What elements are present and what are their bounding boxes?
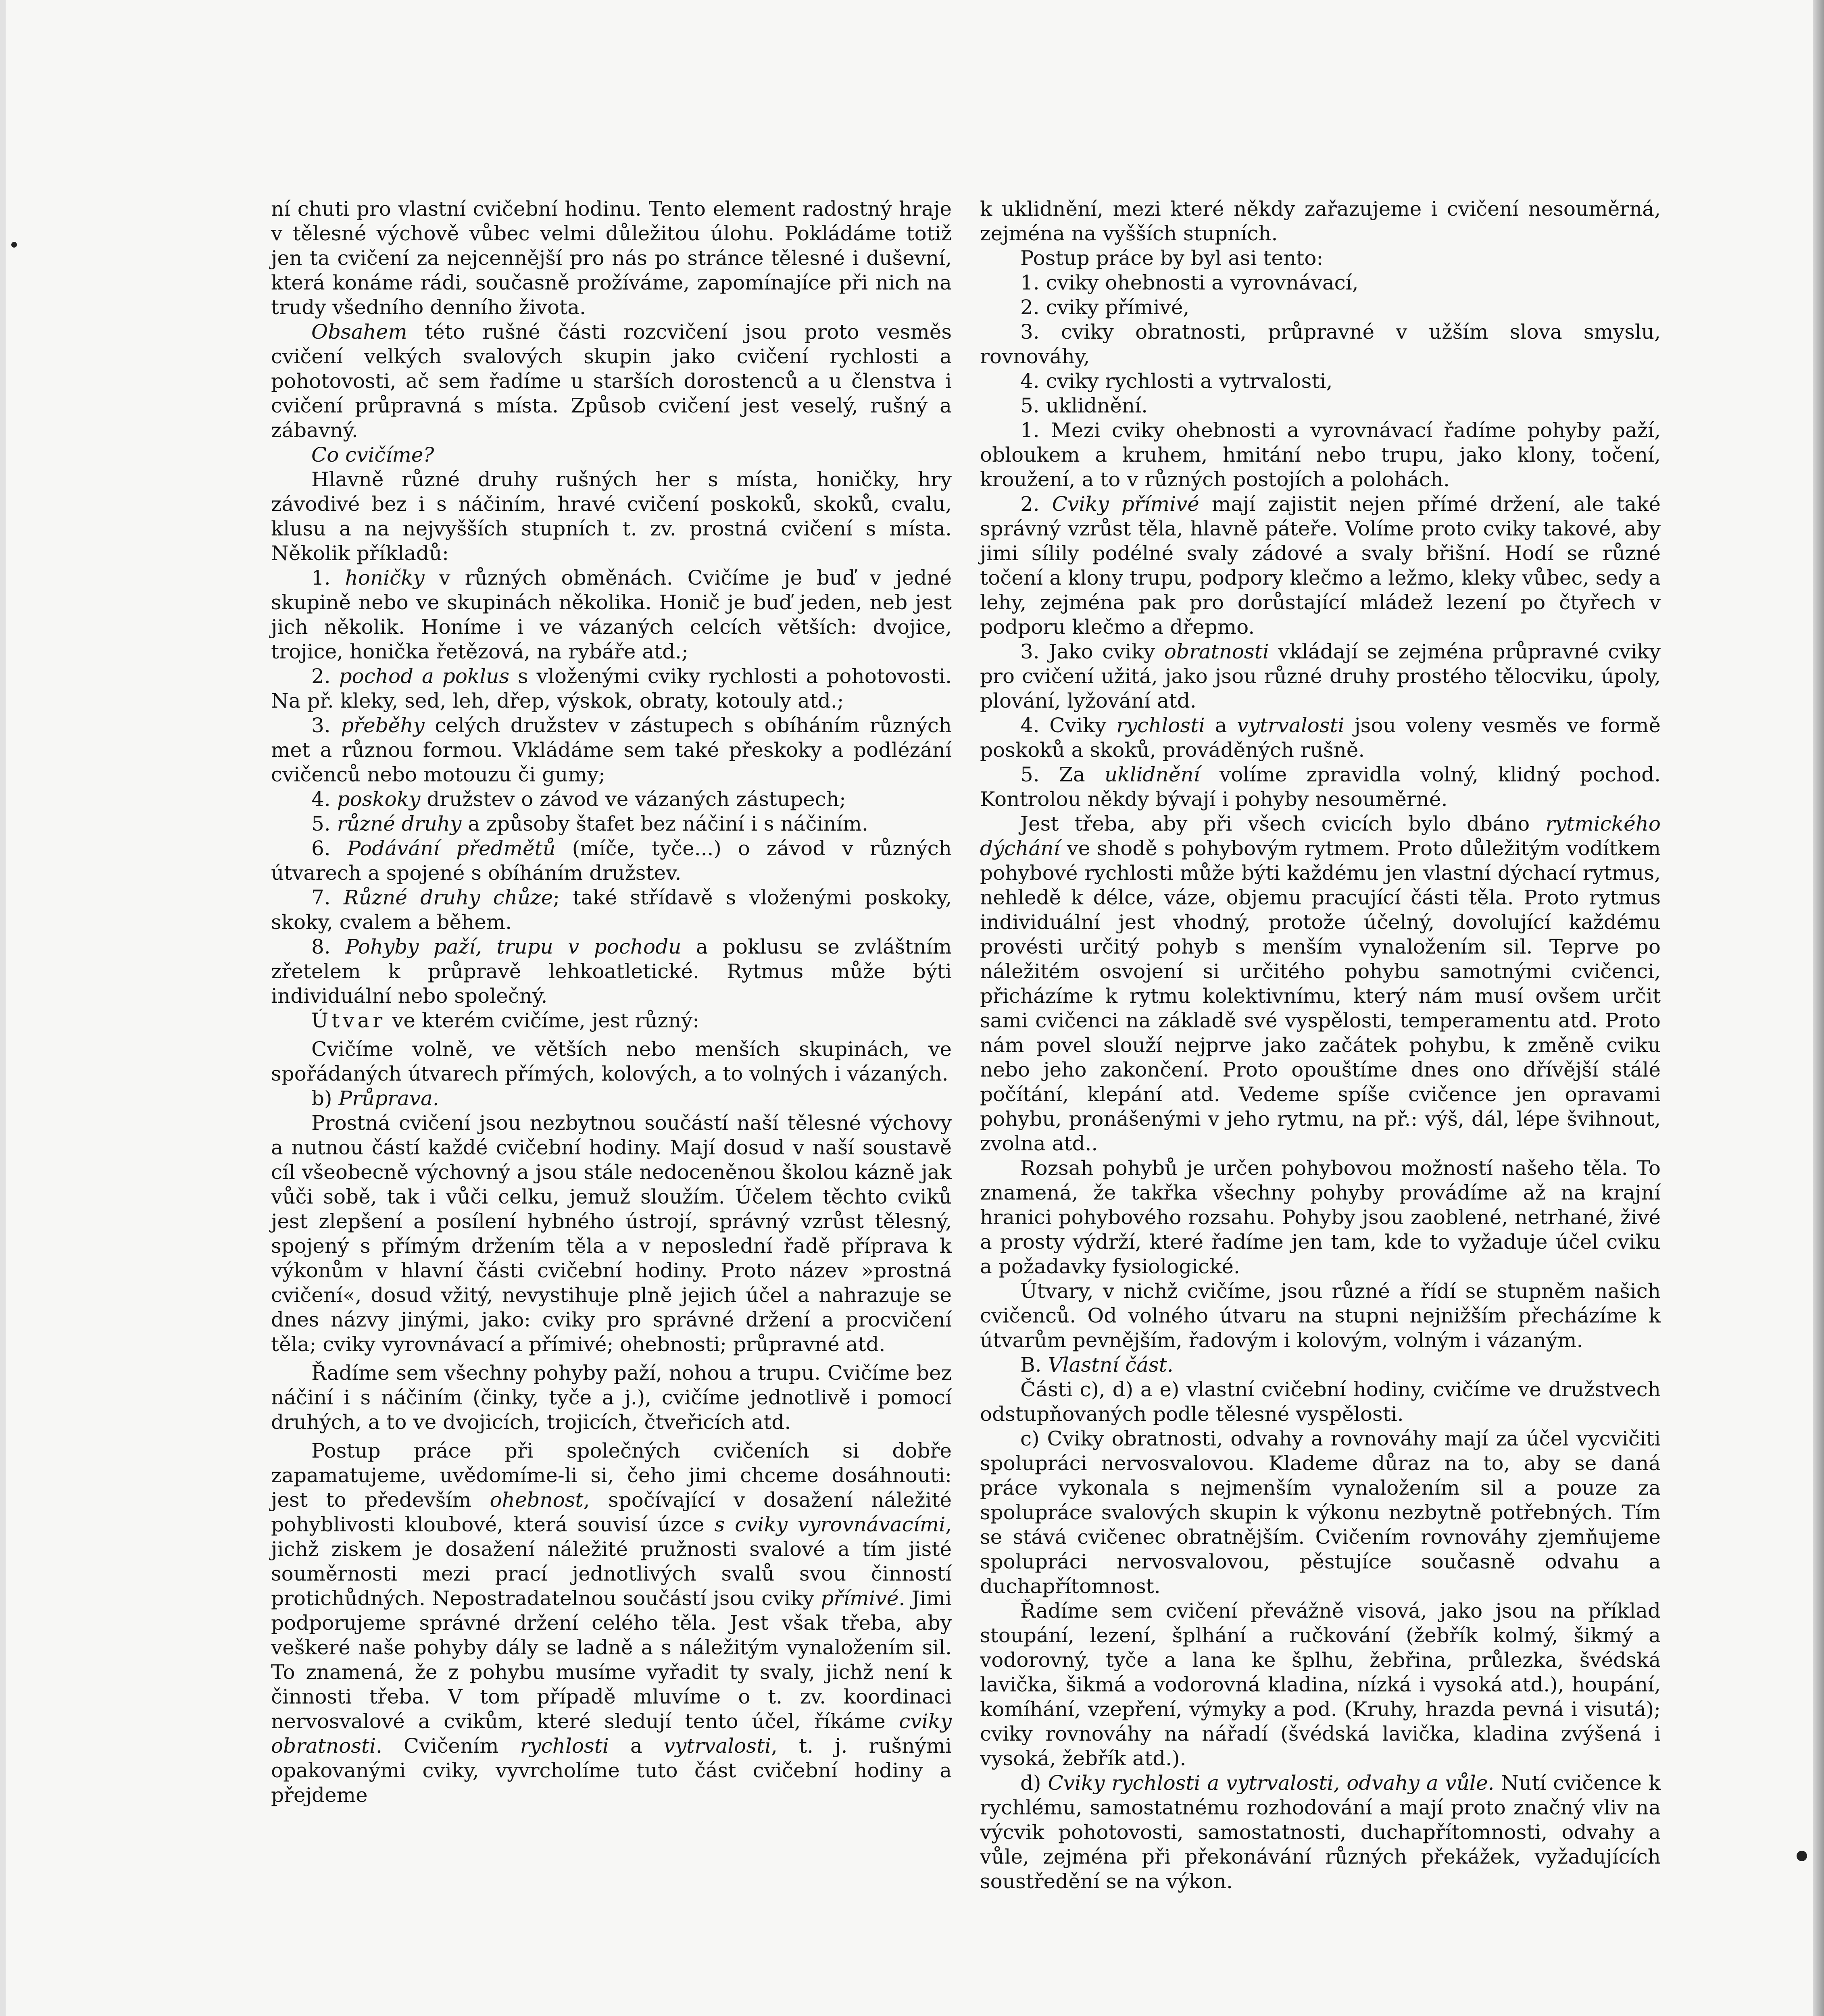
emphasis: přeběhy (341, 714, 425, 737)
list-item-2: 2. cviky přímivé, (1020, 296, 1190, 319)
list-item-1: 1. cviky ohebnosti a vyrovnávací, (1020, 271, 1359, 294)
emphasis: Obsahem (311, 320, 407, 344)
paragraph-continuation: k uklidnění, mezi které někdy zařazujeme i cvičení nesouměrná, zejména na vyšších stupních. (980, 197, 1661, 245)
emphasis: s cviky vyrovnávacími (714, 1513, 946, 1536)
emphasis: přímivé (821, 1587, 899, 1610)
list-item-5: 5. různé druhy a způsoby štafet bez náčiní i s náčiním. (311, 812, 868, 835)
paragraph-uklidneni: 5. Za uklidnění volíme zpravidla volný, klidný pochod. Kontrolou někdy bývají i pohyby nesouměrné. (980, 763, 1661, 811)
paragraph-cvicime-volne: Cvičíme volně, ve větších nebo menších skupinách, ve spořádaných útvarech přímých, kolových, a to volných i vázaných. (271, 1037, 952, 1085)
list-item-4: 4. cviky rychlosti a vytrvalosti, (1020, 369, 1333, 393)
emphasis: poskoky (337, 787, 421, 811)
list-item-4: 4. poskoky družstev o závod ve vázaných zástupech; (311, 787, 846, 811)
paragraph-rychlost: 4. Cviky rychlosti a vytrvalosti jsou voleny vesměs ve formě poskoků a skoků, prováděných rušně. (980, 714, 1661, 762)
paragraph-utvar: Útvar ve kterém cvičíme, jest různý: (311, 1009, 700, 1032)
paragraph-primive: 2. Cviky přímivé mají zajistit nejen přímé držení, ale také správný vzrůst těla, hlavně páteře. Volíme proto cviky takové, aby jimi sílily podélné svaly zádové a svaly břišní. Hodí se různé točení a klony trupu, podpory klečmo a ležmo, kleky vůbec, sedy a lehy, zejména pak pro dorůstající mládež lezení po čtyřech v podporu klečmo a dřepmo. (980, 492, 1661, 639)
paragraph-d-rychlost: d) Cviky rychlosti a vytrvalosti, odvahy a vůle. Nutí cvičence k rychlému, samostatnému rozhodování a mají proto značný vliv na výcvik pohotovosti, samostatnosti, duchapřítomnosti, odvahy a vůle, zejména při překonávání různých překážek, vyžadujících soustředění se na výkon. (980, 1771, 1661, 1893)
emphasis: rytmického dýchání (980, 812, 1661, 860)
paragraph-obsahem: Obsahem této rušné části rozcvičení jsou proto vesměs cvičení velkých svalových skupin jako cvičení rychlosti a pohotovosti, ač sem řadíme u starších dorostenců a u členstva i cvičení průpravná s místa. Způsob cvičení jest veselý, rušný a zábavný. (271, 320, 952, 442)
emphasis: uklidnění (1105, 763, 1200, 786)
emphasis: rychlosti (1116, 714, 1205, 737)
list-item-3: 3. přeběhy celých družstev v zástupech s obíháním různých met a různou formou. Vkládáme sem také přeskoky a podlézání cvičenců nebo motouzu či gumy; (271, 714, 952, 786)
list-item-1: 1. honičky v různých obměnách. Cvičíme je buď v jedné skupině nebo ve skupinách několika. Honič je buď jeden, neb jest jich několik. Honíme i ve vázaných celcích větších: dvojice, trojice, honička řetězová, na rybáře atd.; (271, 566, 952, 663)
emphasis: ohebnost (490, 1488, 584, 1512)
paragraph-radime-visova: Řadíme sem cvičení převážně visová, jako jsou na příklad stoupání, lezení, šplhání a ručkování (žebřík kolmý, šikmý a vodorovný, tyče a lana ke šplhu, žebřina, průlezka, švédská lavička, šikmá a vodorovná kladina, nízká i vysoká atd.), houpání, komíhání, vzepření, výmyky a pod. (Kruhy, hrazda pevná i visutá); cviky rovnováhy na nářadí (švédská lavička, kladina zvýšená i vysoká, žebřík atd.). (980, 1599, 1661, 1770)
list-item-3: 3. cviky obratnosti, průpravné v užším slova smyslu, rovnováhy, (980, 320, 1661, 368)
emphasis: různé druhy (337, 812, 462, 835)
paragraph-ohebnost: 1. Mezi cviky ohebnosti a vyrovnávací řadíme pohyby paží, obloukem a kruhem, hmitání nebo trupu, jako klony, točení, kroužení, a to v různých postojích a polohách. (980, 419, 1661, 491)
paragraph-rytmus: Jest třeba, aby při všech cvicích bylo dbáno rytmického dýchání ve shodě s pohybovým rytmem. Proto důležitým vodítkem pohybové rychlosti může býti každému jen vlastní dýchací rytmus, nehledě k délce, váze, objemu pracující části těla. Proto rytmus individuální jest vhodný, protože účelný, dovolující každému provésti určitý pohyb s menším vynaložením sil. Teprve po náležitém osvojení si určitého pohybu samotnými cvičenci, přicházíme k rytmu kolektivnímu, který nám musí ovšem určit sami cvičenci na základě své vyspělosti, temperamentu atd. Proto nám povel slouží nejprve jako začátek pohybu, k změně cviku nebo jeho zakončení. Proto opouštíme dnes ono dřívější stálé počítání, klepání atd. Vedeme spíše cvičence jen opravami pohybu, pronášenými v jeho rytmu, na př.: výš, dál, lépe švihnout, zvolna atd.. (980, 812, 1661, 1155)
paragraph-prostna: Prostná cvičení jsou nezbytnou součástí naší tělesné výchovy a nutnou částí každé cvičební hodiny. Mají dosud v naší soustavě cíl všeobecně výchovný a jsou stále nedoceněnou školou kázně jak vůči sobě, tak i vůči celku, jemuž sloužím. Účelem těchto cviků jest zlepšení a posílení hybného ústrojí, správný vzrůst tělesný, spojený s přímým držením těla a v neposlední řadě příprava k výkonům v hlavní části cvičební hodiny. Proto název »prostná cvičení«, dosud vžitý, nevystihuje plně jejich účel a nahrazuje se dnes názvy jinými, jako: cviky pro správné držení a procvičení těla; cviky vyrovnávací a přímivé; ohebnosti; průpravné atd. (271, 1111, 952, 1356)
list-item-8: 8. Pohyby paží, trupu v pochodu a poklusu se zvláštním zřetelem k průpravě lehkoatletické. Rytmus může býti individuální nebo společný. (271, 935, 952, 1008)
paragraph-obratnost: 3. Jako cviky obratnosti vkládají se zejména průpravné cviky pro cvičení užitá, jako jsou různé druhy prostého tělocviku, úpoly, plování, lyžování atd. (980, 640, 1661, 712)
paragraph-postup: Postup práce by byl asi tento: (1020, 246, 1324, 270)
emphasis: Cviky rychlosti a vytrvalosti, odvahy a vůle. (1048, 1771, 1495, 1795)
paragraph-rozsah: Rozsah pohybů je určen pohybovou možností našeho těla. To znamená, že takřka všechny pohyby provádíme až na krajní hranici pohybového rozsahu. Pohyby jsou zaoblené, netrhané, živé a prosty výdrží, které řadíme jen tam, kde to vyžaduje účel cviku a požadavky fysiologické. (980, 1156, 1661, 1278)
emphasis: vytrvalosti (663, 1734, 771, 1758)
emphasis: vytrvalosti (1237, 714, 1345, 737)
scan-speck (11, 242, 17, 248)
paragraph-continuation: ní chuti pro vlastní cvičební hodinu. Tento element radostný hraje v tělesné výchově vůbec velmi důležitou úlohu. Pokládáme totiž jen ta cvičení za nejcennější pro nás po stránce tělesné i duševní, která konáme rádi, současně prožíváme, zapomínajíce při nich na trudy všedního denního života. (271, 197, 952, 319)
scan-edge-left (0, 0, 6, 2016)
emphasis: rychlosti (520, 1734, 609, 1758)
right-text-column (980, 197, 1661, 1894)
emphasis: obratnosti (1164, 640, 1269, 663)
emphasis: Cviky přímivé (1052, 492, 1199, 516)
scan-speck (1797, 1851, 1807, 1861)
paragraph-c-obratnost: c) Cviky obratnosti, odvahy a rovnováhy mají za účel vycvičiti spolupráci nervosvalovou. Klademe důraz na to, aby se daná práce vykonala s nejmenším vynaložením sil a pouze za spolupráce svalových skupin k výkonu nezbytně potřebných. Tím se stává cvičenec obratnějším. Cvičením rovnováhy zjemňujeme spolupráci nervosvalovou, pěstujíce současně odvahu a duchapřítomnost. (980, 1427, 1661, 1598)
subheading-co-cvicime: Co cvičíme? (311, 443, 434, 467)
list-item-6: 6. Podávání předmětů (míče, tyče...) o závod v různých útvarech a spojené s obíháním družstev. (271, 837, 952, 885)
spaced-word: Útvar (311, 1009, 386, 1032)
emphasis: pochod a poklus (339, 664, 510, 688)
paragraph-hlavne: Hlavně různé druhy rušných her s místa, honičky, hry závodivé bez i s náčiním, hravé cvičení poskoků, skoků, cvalu, klusu a na nejvyšších stupních t. zv. prostná cvičení s místa. Několik příkladů: (271, 468, 952, 565)
scan-edge-right (1813, 0, 1824, 2016)
emphasis: Různé druhy chůze (343, 886, 553, 909)
paragraph-postup-prace: Postup práce při společných cvičeních si dobře zapamatujeme, uvědomíme-li si, čeho jimi chceme dosáhnouti: jest to především ohebnost, spočívající v dosažení náležité pohyblivosti kloubové, která souvisí úzce s cviky vyrovnávacími, jichž ziskem je dosažení náležité pružnosti svalové a tím jisté souměrnosti mezi prací jednotlivých svalů svou činností protichůdných. Nepostradatelnou součástí jsou cviky přímivé. Jimi podporujeme správné držení celého těla. Jest však třeba, aby veškeré naše pohyby dály se ladně a s náležitým vynaložením sil. To znamená, že z pohybu musíme vyřadit ty svaly, jichž není k činnosti třeba. V tom případě mluvíme o t. zv. koordinaci nervosvalové a cvikům, které sledují tento účel, říkáme cviky obratnosti. Cvičením rychlosti a vytrvalosti, t. j. rušnými opakovanými cviky, vyvrcholíme tuto část cvičební hodiny a přejdeme (271, 1439, 952, 1807)
emphasis: Pohyby paží, trupu v pochodu (345, 935, 682, 958)
paragraph-radime: Řadíme sem všechny pohyby paží, nohou a trupu. Cvičíme bez náčiní i s náčiním (činky, tyče a j.), cvičíme jednotlivě i pomocí druhých, a to ve dvojicích, trojicích, čtveřicích atd. (271, 1361, 952, 1434)
emphasis: honičky (345, 566, 425, 589)
paragraph-utvary: Útvary, v nichž cvičíme, jsou různé a řídí se stupněm našich cvičenců. Od volného útvaru na stupni nejnižším přecházíme k útvarům pevnějším, řadovým i kolovým, volným i vázaným. (980, 1279, 1661, 1352)
list-item-2: 2. pochod a poklus s vloženými cviky rychlosti a pohotovosti. Na př. kleky, sed, leh, dřep, výskok, obraty, kotouly atd.; (271, 664, 952, 712)
emphasis: cviky obratnosti (271, 1710, 952, 1758)
list-item-7: 7. Různé druhy chůze; také střídavě s vloženými poskoky, skoky, cvalem a během. (271, 886, 952, 934)
paragraph-casti: Části c), d) a e) vlastní cvičební hodiny, cvičíme ve družstvech odstupňovaných podle tělesné vyspělosti. (980, 1378, 1661, 1426)
list-item-5: 5. uklidnění. (1020, 394, 1148, 417)
emphasis: Podávání předmětů (347, 837, 556, 860)
left-text-column (271, 197, 952, 1808)
section-heading-pruprava: b) Průprava. (311, 1087, 439, 1110)
section-heading-vlastni-cast: B. Vlastní část. (1020, 1353, 1174, 1377)
